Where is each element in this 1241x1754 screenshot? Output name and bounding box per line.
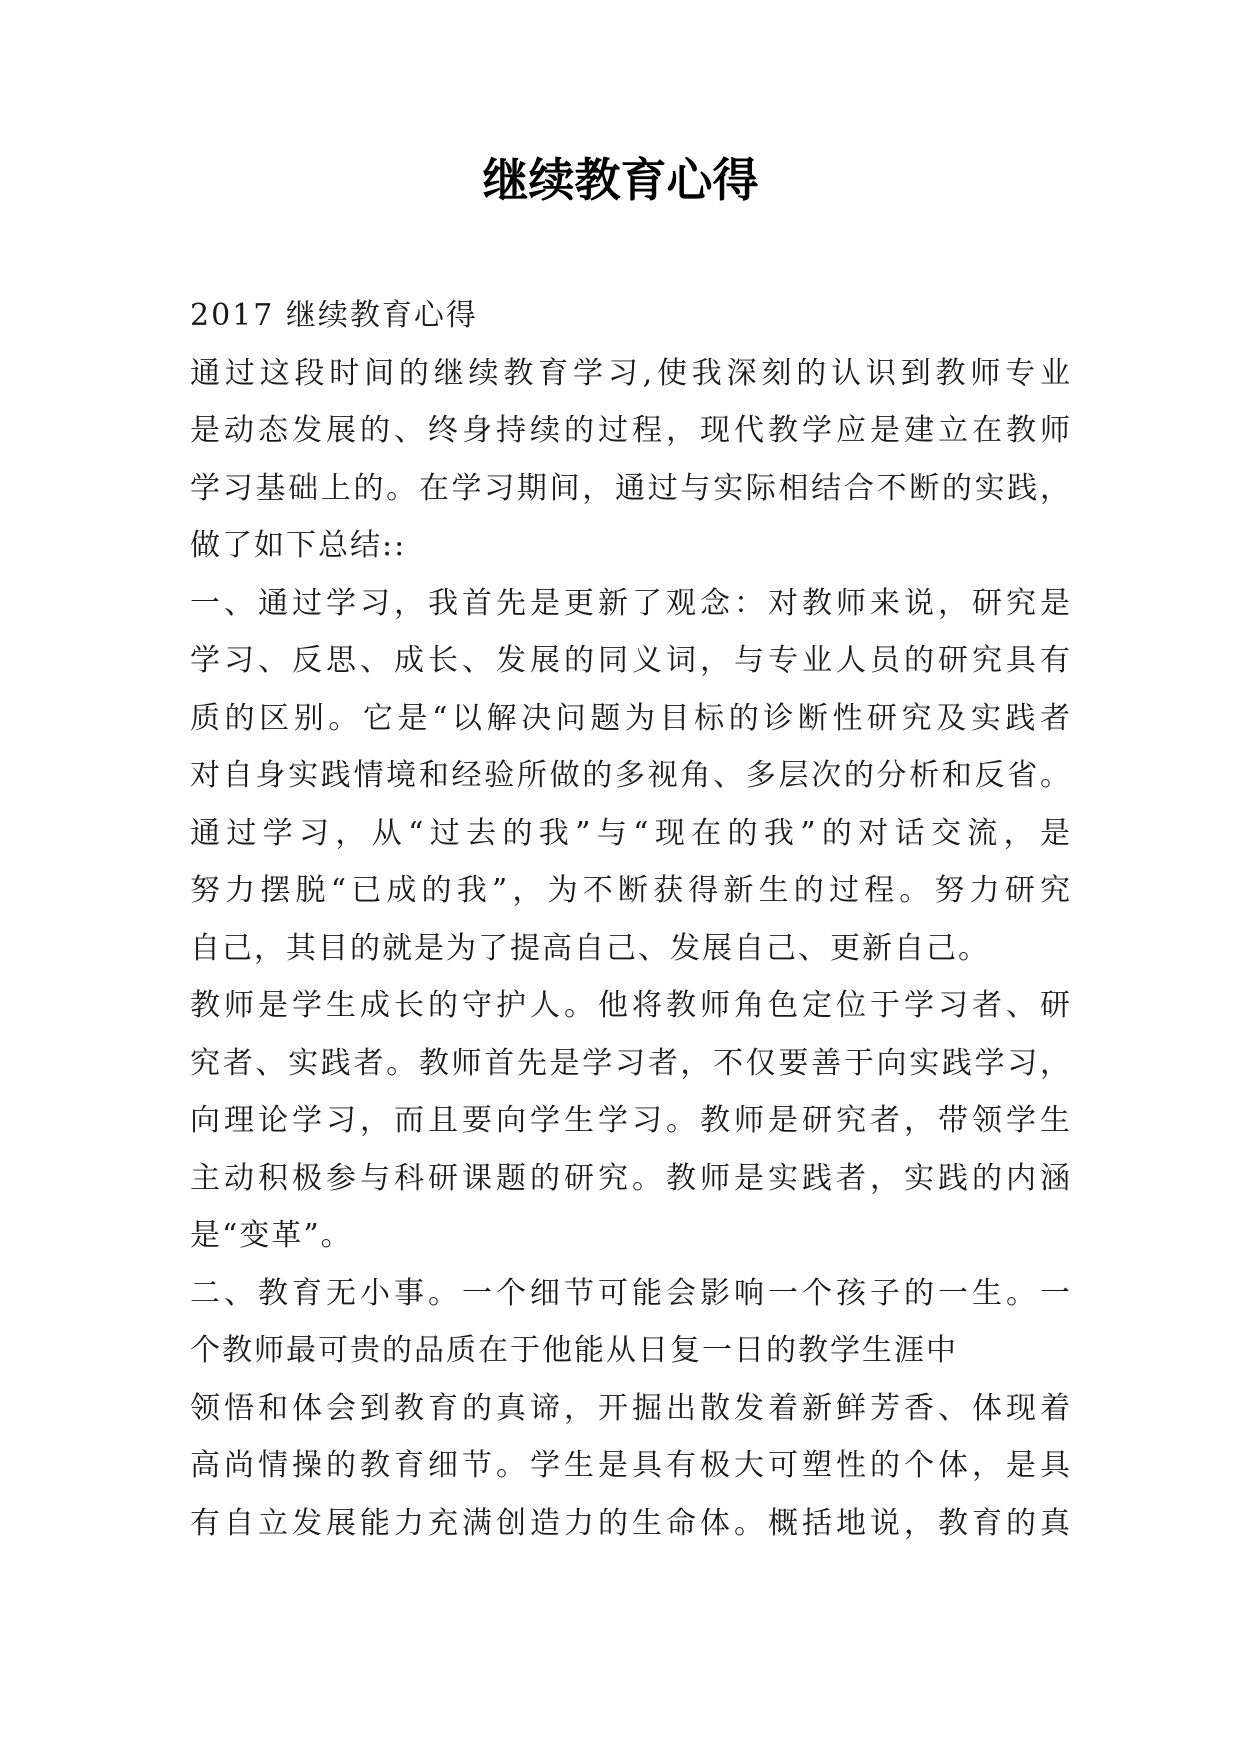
text-line: 个教师最可贵的品质在于他能从日复一日的教学生涯中: [190, 1333, 958, 1368]
text-line: 高尚情操的教育细节。学生是具有极大可塑性的个体，是具: [190, 1448, 1070, 1483]
text-line: 学习、反思、成长、发展的同义词，与专业人员的研究具有: [190, 643, 1070, 678]
text-line: 有自立发展能力充满创造力的生命体。概括地说，教育的真: [190, 1505, 1070, 1541]
text-line: 主动积极参与科研课题的研究。教师是实践者，实践的内涵: [190, 1160, 1070, 1196]
text-line: 质的区别。它是“以解决问题为目标的诊断性研究及实践者: [190, 700, 1070, 736]
text-line: 做了如下总结::: [190, 528, 407, 563]
text-line: 通过这段时间的继续教育学习,使我深刻的认识到教师专业: [190, 355, 1070, 391]
text-line: 教师是学生成长的守护人。他将教师角色定位于学习者、研: [190, 988, 1070, 1023]
text-line: 自己，其目的就是为了提高自己、发展自己、更新自己。: [190, 930, 990, 966]
text-line: 究者、实践者。教师首先是学习者，不仅要善于向实践学习，: [190, 1045, 1070, 1081]
document-body: [190, 287, 1070, 1552]
text-line: 对自身实践情境和经验所做的多视角、多层次的分析和反省。: [190, 758, 1070, 793]
text-line: 2017 继续教育心得: [190, 298, 478, 333]
document-title: 继续教育心得: [482, 153, 759, 207]
text-line: 一、通过学习，我首先是更新了观念：对教师来说，研究是: [190, 585, 1070, 621]
text-line: 是“变革”。: [190, 1218, 353, 1253]
text-line: 向理论学习，而且要向学生学习。教师是研究者，带领学生: [190, 1103, 1070, 1138]
text-line: 学习基础上的。在学习期间，通过与实际相结合不断的实践，: [190, 470, 1070, 506]
text-line: 是动态发展的、终身持续的过程，现代教学应是建立在教师: [190, 413, 1070, 448]
text-line: 努力摆脱“已成的我”，为不断获得新生的过程。努力研究: [190, 873, 1070, 908]
text-line: 领悟和体会到教育的真谛，开掘出散发着新鲜芳香、体现着: [190, 1390, 1070, 1426]
text-line: 通过学习，从“过去的我”与“现在的我”的对话交流，是: [190, 815, 1070, 851]
text-line: 二、教育无小事。一个细节可能会影响一个孩子的一生。一: [190, 1275, 1070, 1311]
